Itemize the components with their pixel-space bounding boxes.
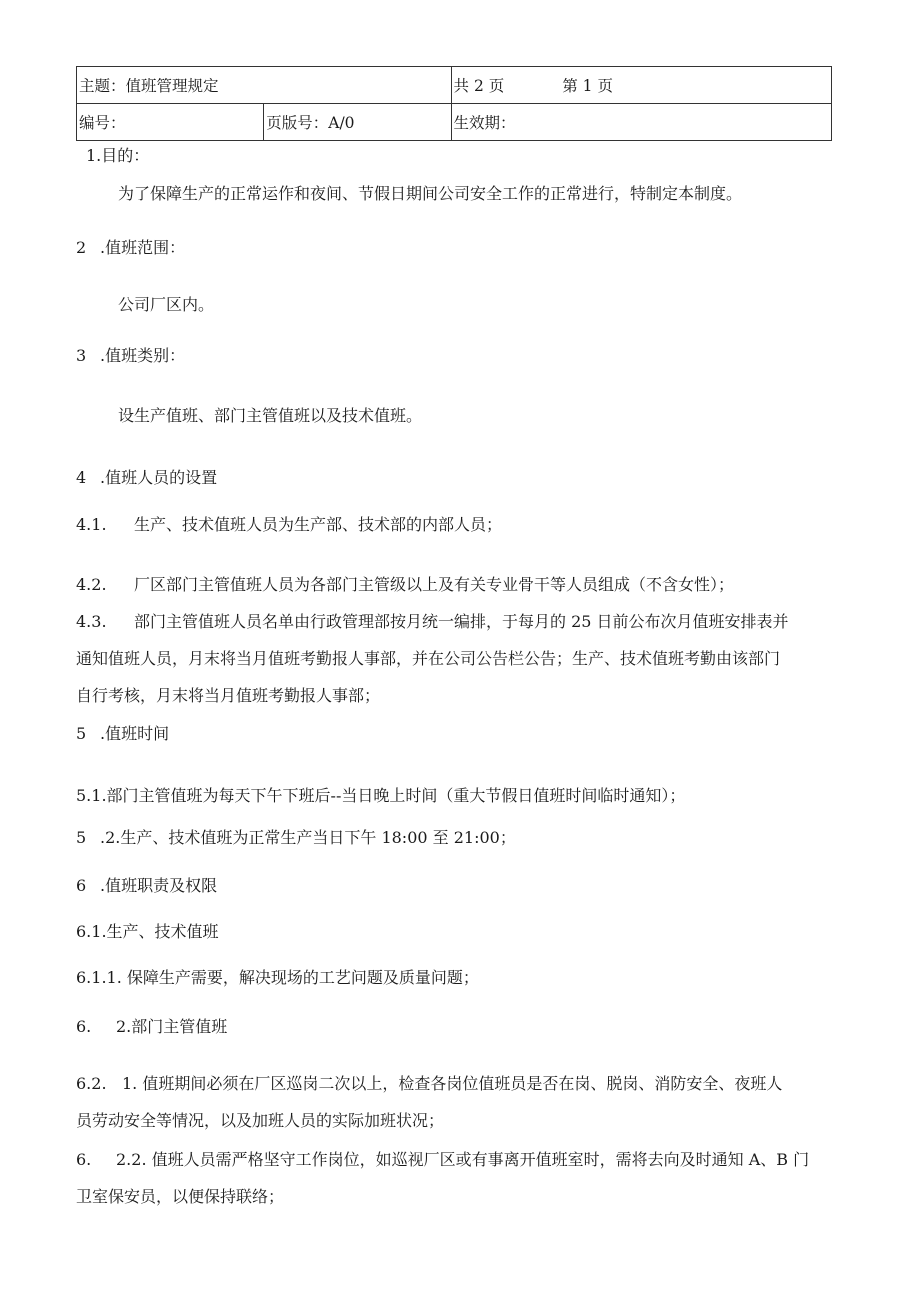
clause-4-2-number: 4.2. [76,575,107,594]
section-2-number: 2 [76,238,87,257]
clause-6-2-2-line-1 [76,1150,809,1170]
clause-4-2-text: 厂区部门主管值班人员为各部门主管级以上及有关专业骨干等人员组成（不含女性）； [134,575,735,594]
clause-6-2-text: 2.部门主管值班 [116,1017,228,1036]
clause-6-2-1-line-1 [76,1074,782,1094]
clause-6-2-1-line-2: 员劳动安全等情况，以及加班人员的实际加班状况； [76,1111,445,1130]
section-3-title: .值班类别： [100,346,186,365]
clause-6-2-2-number: 6. [76,1150,92,1169]
clause-5-2 [76,828,516,848]
subject-cell: 主题：值班管理规定 [77,67,452,104]
section-6-title: .值班职责及权限 [100,876,218,895]
page-current: 第 1 页 [562,77,613,95]
section-5-title: .值班时间 [100,724,170,743]
section-2-heading [76,238,185,258]
clause-6-2 [76,1017,227,1037]
clause-4-2 [76,575,734,595]
section-5-number: 5 [76,724,87,743]
section-4-title: .值班人员的设置 [100,468,218,487]
clause-4-1-number: 4.1. [76,515,107,534]
clause-4-3-line-3: 自行考核，月末将当月值班考勤报人事部； [76,686,381,705]
clause-5-2-text: .2.生产、技术值班为正常生产当日下午 18:00 至 21:00； [100,828,516,847]
pages-total: 共 2 页 [453,77,505,95]
effective-date-cell: 生效期： [451,104,831,141]
section-1-text: 为了保障生产的正常运作和夜间、节假日期间公司安全工作的正常进行，特制定本制度。 [118,184,743,203]
section-1-title: 1.目的： [86,146,150,165]
section-4-heading [76,468,217,488]
section-3-heading [76,346,185,366]
clause-5-1: 5.1.部门主管值班为每天下午下班后--当日晚上时间（重大节假日值班时间临时通知）； [76,786,686,805]
clause-4-3-number: 4.3. [76,612,107,631]
document-header-table [76,66,832,141]
clause-4-3-line-1 [76,612,789,632]
section-2-title: .值班范围： [100,238,186,257]
clause-5-2-number: 5 [76,828,87,847]
clause-4-3-line-2: 通知值班人员，月末将当月值班考勤报人事部，并在公司公告栏公告；生产、技术值班考勤由该部门 [76,649,781,668]
clause-6-2-2-text-1: 2.2. 值班人员需严格坚守工作岗位，如巡视厂区或有事离开值班室时，需将去向及时通知 A、B 门 [116,1150,810,1169]
section-3-text: 设生产值班、部门主管值班以及技术值班。 [118,406,423,425]
clause-4-1 [76,515,502,535]
clause-6-2-2-line-2: 卫室保安员，以便保持联络； [76,1187,285,1206]
clause-4-1-text: 生产、技术值班人员为生产部、技术部的内部人员； [134,515,503,534]
page-count-cell [451,67,831,104]
section-3-number: 3 [76,346,87,365]
section-6-number: 6 [76,876,87,895]
clause-6-1: 6.1.生产、技术值班 [76,922,219,941]
clause-6-2-1-text-1: 1. 值班期间必须在厂区巡岗二次以上，检查各岗位值班员是否在岗、脱岗、消防安全、夜班人 [122,1074,783,1093]
section-2-text: 公司厂区内。 [118,295,215,314]
version-cell: 页版号：A/0 [264,104,451,141]
code-cell: 编号： [77,104,264,141]
section-4-number: 4 [76,468,87,487]
clause-6-2-number: 6. [76,1017,92,1036]
clause-4-3-text-1: 部门主管值班人员名单由行政管理部按月统一编排，于每月的 25 日前公布次月值班安排表并 [134,612,789,631]
clause-6-1-1: 6.1.1. 保障生产需要，解决现场的工艺问题及质量问题； [76,968,479,987]
section-5-heading [76,724,169,744]
section-6-heading [76,876,217,896]
clause-6-2-1-number: 6.2. [76,1074,107,1093]
